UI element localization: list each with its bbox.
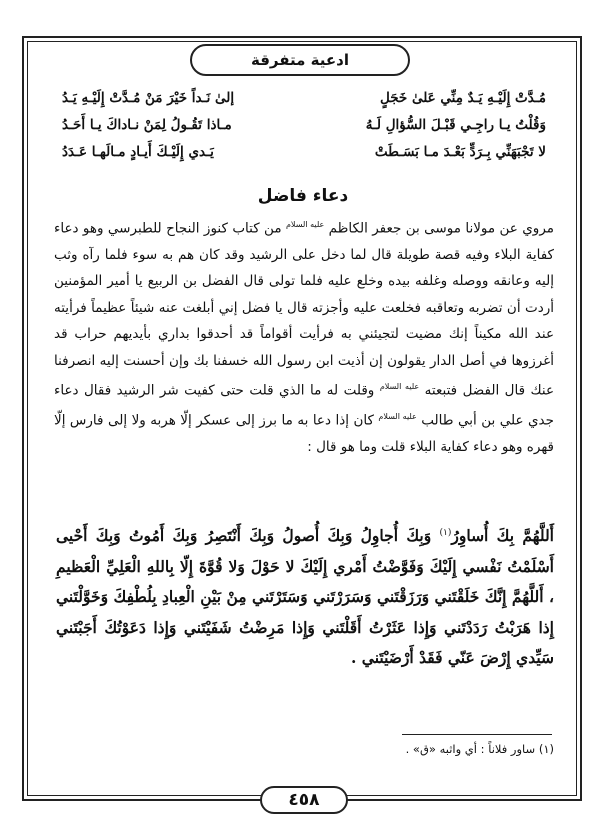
body-text-segment: وقلت له ما الذي قلت حتى كفيت شر الرشيد فقال دعاء جدي علي بن أبي طالب bbox=[54, 382, 554, 429]
prayer-opening: أَللَّهُمَّ بِكَ أُساوِرُ bbox=[451, 526, 554, 546]
body-text-segment: من كتاب كنوز النجاح للطبرسي وهو دعاء كفاية البلاء وفيه قصة طويلة قال لما دخل على الرشيد وقد كان هم به سوء فلما رآه وثب إليه وعانقه ووصله وغلفه بيده وخلع عليه فلما تولى قال الفضل بن الربيع يا أمير المؤمنين أردت أن تضربه وتعاقبه فخلعت عليه وأجزته قال يا فضل إني أبلغت عنه شيئاً عظيماً فرأيته عند الله مكيناً إنك مضيت لتجيئني به فرأيت أقواماً قد أحدقوا بداري بأيديهم حراب قد أغرزوها في أصل الدار يقولون إن أذيت ابن رسول الله خسفنا بك وإن أحسنت إليه انصرفنا عنك قال الفضل فتبعته bbox=[54, 220, 555, 399]
page-number: ٤٥٨ bbox=[288, 790, 320, 810]
running-header bbox=[190, 44, 410, 76]
footnote-divider bbox=[402, 734, 552, 735]
narrative-paragraph bbox=[54, 212, 554, 460]
poem-hemistich-second: يَـدي إِلَيْـكَ أَيـادٍ مـالَهـا عَـدَدُ bbox=[62, 143, 214, 160]
poem-verse bbox=[62, 111, 546, 138]
poem-verse bbox=[62, 84, 546, 111]
poem-hemistich-first: مُـدَّتْ إِلَيْـهِ يَـدٌ مِنِّي عَلىٰ خَجَلٍ bbox=[379, 89, 546, 106]
poem bbox=[62, 84, 546, 165]
footnote-reference[interactable]: (١) bbox=[439, 528, 452, 538]
prayer-text bbox=[56, 518, 554, 674]
poem-hemistich-second: مـاذا تَقُـولُ لِمَنْ نـاداكَ يـا أَحَـدُ bbox=[62, 116, 232, 133]
honorific-mark: عليه السلام bbox=[378, 411, 417, 421]
poem-hemistich-first: لا تَجْبَهَنِّي بِـرَدٍّ بَعْـدَ مـا بَسَـطَتْ bbox=[374, 143, 546, 160]
body-text-segment: كان إذا دعا به ما برز إلى عسكر إلّا هربه ولا إلى فارس إلّا قهره وهو دعاء كفاية البلاء قلت وما هو قال : bbox=[54, 412, 554, 455]
footnote: (١) ساور فلاناً : أي واثبه «ق» . bbox=[405, 742, 554, 756]
chapter-title: ادعية متفرقة bbox=[251, 51, 349, 69]
poem-hemistich-second: إلىٰ نَـداً خَيْرَ مَنْ مُـدَّتْ إِلَيْـهِ يَـدُ bbox=[62, 89, 235, 106]
poem-hemistich-first: وَقُلْتُ يـا راجِـي قَبْـلَ السُّؤالِ لَـهُ bbox=[365, 116, 546, 133]
poem-verse bbox=[62, 138, 546, 165]
section-heading: دعاء فاضل bbox=[257, 186, 349, 206]
honorific-mark: عليه السلام bbox=[379, 381, 420, 391]
prayer-body: وَبِكَ أُجاوِلُ وَبِكَ أُصولُ وَبِكَ أَنْتَصِرُ وَبِكَ أَمُوتُ وَبِكَ أَحْيى أَسْلَمْتُ نَفْسي إِلَيْكَ وَفَوَّضْتُ أَمْري إِلَيْكَ لا حَوْلَ وَلا قُوَّةَ إِلّا بِاللهِ الْعَلِيِّ الْعَظيمِ ، أَللَّهُمَّ إِنَّكَ خَلَقْتَني وَرَزَقْتَني وَسَرَرْتَني وَسَتَرْتَني مِنْ بَيْنِ الْعِبادِ بِلُطْفِكَ وَخَوَّلْتَني إِذا هَرَبْتُ رَدَدْتَني وَإِذا عَثَرْتُ أَقَلْتَني وَإِذا مَرِضْتُ شَفَيْتَني وَإِذا دَعَوْتُكَ أَجَبْتَني سَيِّدي إِرْضَ عَنّي فَقَدْ أَرْضَيْتَني . bbox=[56, 526, 554, 668]
page-number-badge bbox=[260, 786, 348, 814]
body-text-segment: مروي عن مولانا موسى بن جعفر الكاظم bbox=[328, 220, 555, 237]
honorific-mark: عليه السلام bbox=[285, 220, 325, 229]
